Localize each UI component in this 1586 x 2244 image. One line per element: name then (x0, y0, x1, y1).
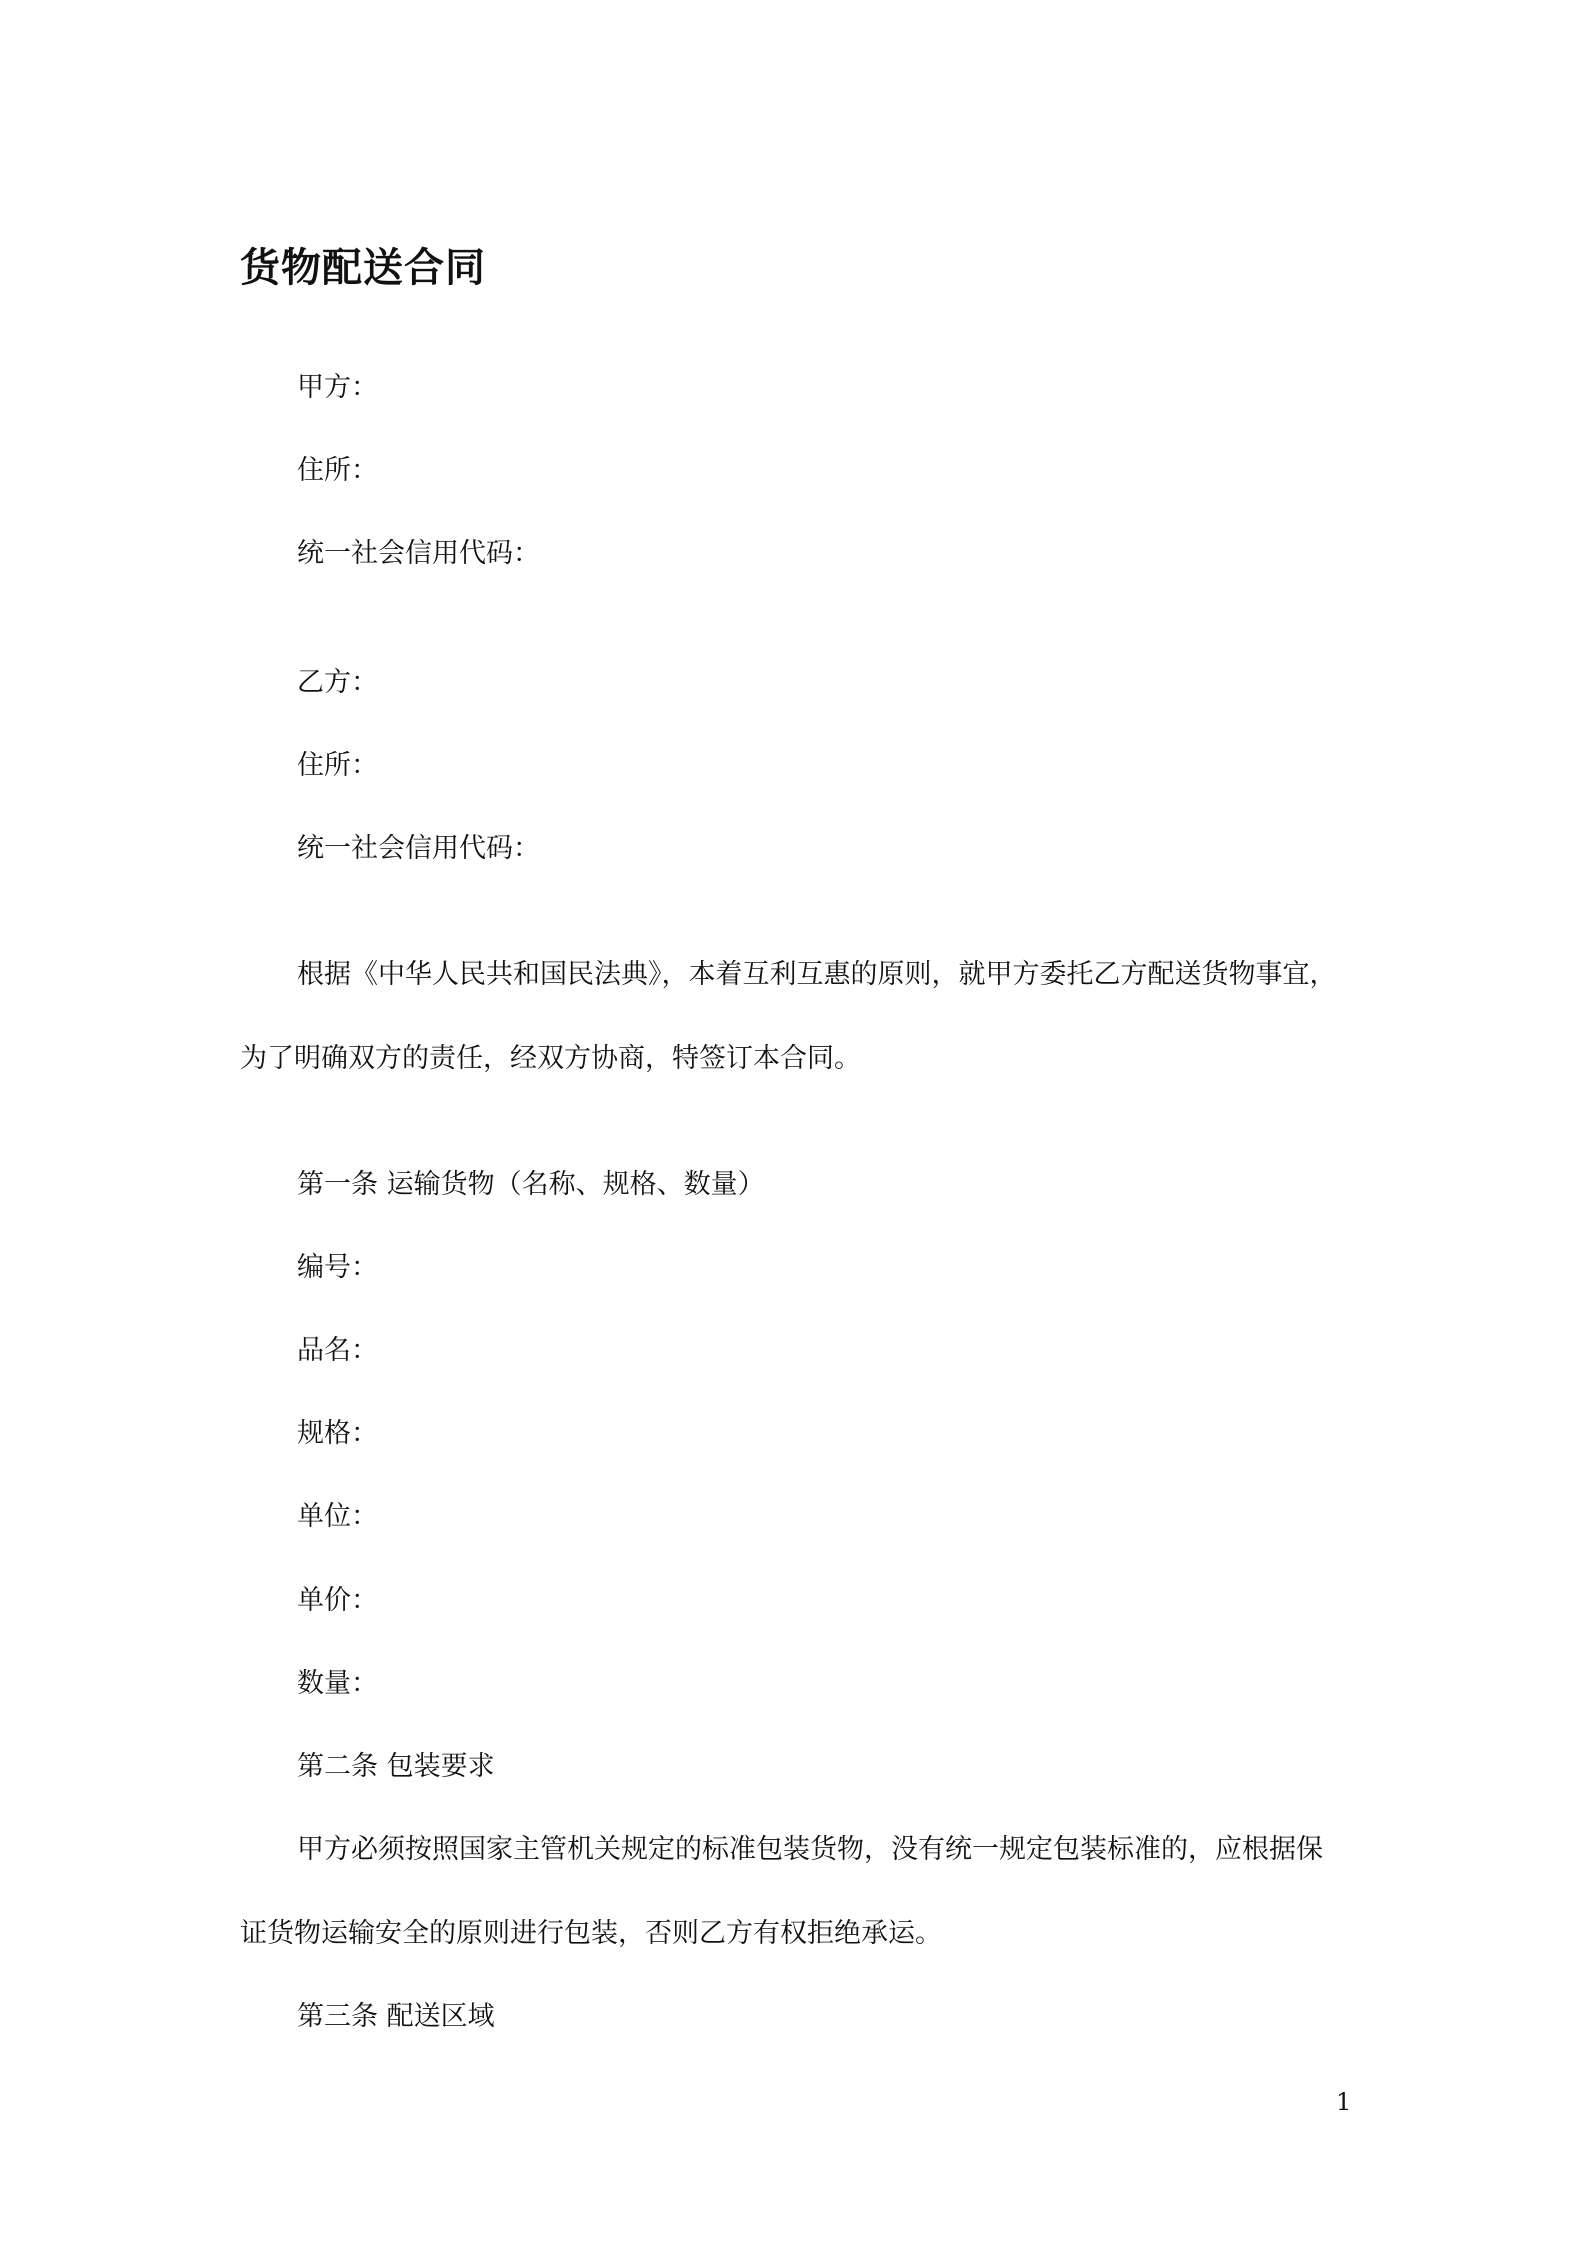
field-product-name-label: 品名： (297, 1335, 378, 1366)
article-2-heading: 第二条 包装要求 (297, 1751, 495, 1782)
article-3-heading: 第三条 配送区域 (297, 2001, 495, 2032)
party-a-name-label: 甲方： (297, 372, 378, 403)
document-title: 货物配送合同 (240, 245, 486, 291)
preamble-line-2: 为了明确双方的责任，经双方协商，特签订本合同。 (240, 1043, 861, 1074)
article-1-heading: 第一条 运输货物（名称、规格、数量） (297, 1169, 765, 1200)
field-specification-label: 规格： (297, 1418, 378, 1449)
page-number: 1 (1336, 2088, 1352, 2116)
article-2-body-line-2: 证货物运输安全的原则进行包装，否则乙方有权拒绝承运。 (240, 1918, 942, 1949)
field-quantity-label: 数量： (297, 1668, 378, 1699)
field-unit-label: 单位： (297, 1501, 378, 1532)
article-2-body-line-1: 甲方必须按照国家主管机关规定的标准包装货物，没有统一规定包装标准的，应根据保 (297, 1834, 1323, 1865)
field-unit-price-label: 单价： (297, 1585, 378, 1616)
party-b-address-label: 住所： (297, 750, 378, 781)
preamble-line-1: 根据《中华人民共和国民法典》，本着互利互惠的原则，就甲方委托乙方配送货物事宜， (297, 959, 1337, 990)
field-number-label: 编号： (297, 1252, 378, 1283)
party-a-address-label: 住所： (297, 455, 378, 486)
party-b-credit-code-label: 统一社会信用代码： (297, 833, 540, 864)
party-b-name-label: 乙方： (297, 667, 378, 698)
party-a-credit-code-label: 统一社会信用代码： (297, 538, 540, 569)
